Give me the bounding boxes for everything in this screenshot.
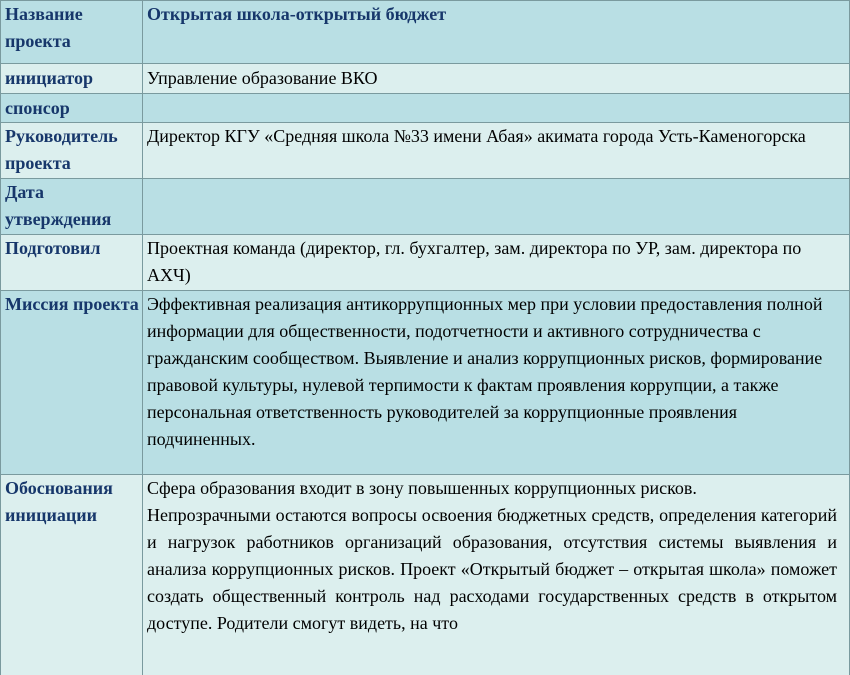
row-value: Эффективная реализация антикоррупционных мер при условии предоставления полной информации для общественности, подотчетности и активного сотрудничества с гражданским сообществом. Выявление и анализ коррупционных рисков, формирование правовой культуры, нулевой терпимости к фактам проявления коррупции, а также персональная ответственность руководителей за коррупционные проявления подчиненных. [143, 291, 850, 474]
row-value [143, 475, 850, 675]
table-row [0, 94, 850, 123]
row-label: спонсор [0, 94, 143, 122]
row-label: Руководитель проекта [0, 123, 143, 178]
row-value: Директор КГУ «Средняя школа №33 имени Абая» акимата города Усть-Каменогорска [143, 123, 850, 178]
table-row [0, 64, 850, 94]
table-row [0, 1, 850, 64]
row-value: Управление образование ВКО [143, 64, 850, 93]
row-label: Дата утверждения [0, 179, 143, 234]
row-label: Название проекта [0, 1, 143, 63]
value-first-line: Сфера образования входит в зону повышенных коррупционных рисков. [147, 478, 697, 498]
row-label: Миссия проекта [0, 291, 143, 474]
value-continuation: Непрозрачными остаются вопросы освоения бюджетных средств, определения категорий и нагрузок работников организаций образования, отсутствия системы выявления и анализа коррупционных рисков. Проект «Открытый бюджет – открытая школа» поможет создать общественный контроль над расходами государственных средств в открытом доступе. Родители смогут видеть, на что [147, 505, 837, 633]
table-row [0, 123, 850, 179]
row-label: Обоснования инициации [0, 475, 143, 675]
table-row [0, 179, 850, 235]
table-row [0, 235, 850, 291]
table-row [0, 291, 850, 475]
row-value [143, 179, 850, 234]
row-value: Открытая школа-открытый бюджет [143, 1, 850, 63]
row-value [143, 94, 850, 122]
table-row [0, 475, 850, 675]
row-label: Подготовил [0, 235, 143, 290]
row-label: инициатор [0, 64, 143, 93]
row-value: Проектная команда (директор, гл. бухгалтер, зам. директора по УР, зам. директора по АХЧ) [143, 235, 850, 290]
